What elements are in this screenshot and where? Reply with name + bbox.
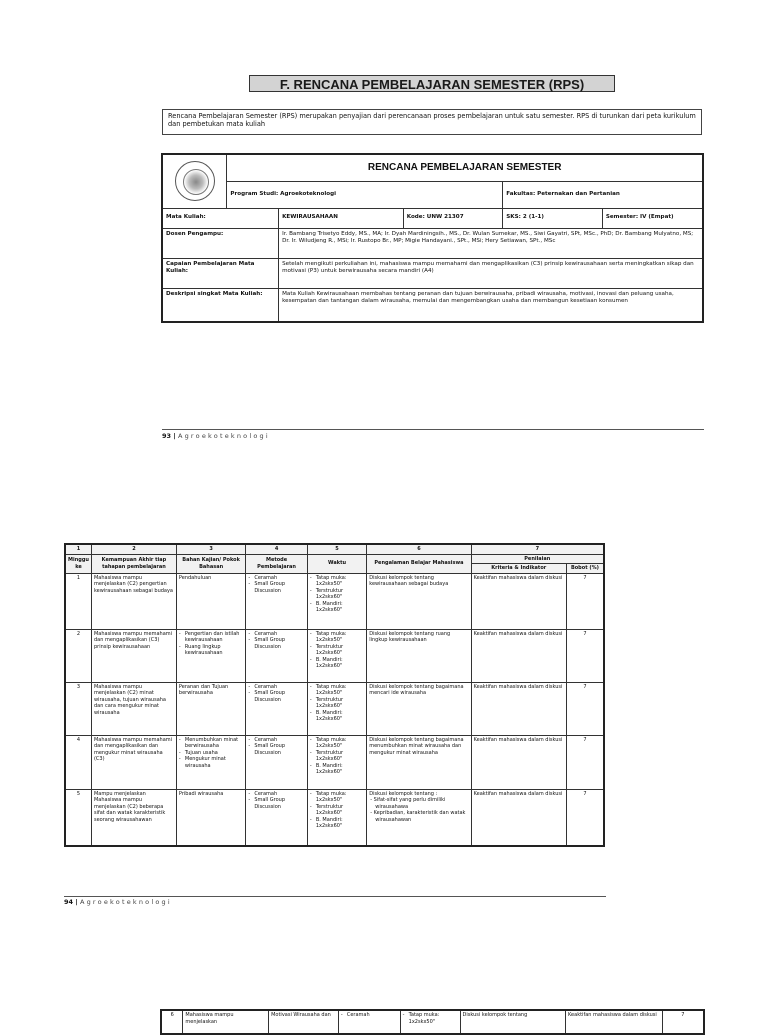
cell-bahan	[176, 629, 245, 682]
footer-label: Agroekoteknologi	[79, 898, 172, 906]
cell-kriteria: Keaktifan mahasiswa dalam diskusi	[566, 1010, 663, 1034]
list-item: - Terstruktur 1x2skx60"	[316, 644, 364, 657]
list-item: - Tatap muka: 1x2skx50"	[316, 631, 364, 644]
list-item: - Tatap muka: 1x2skx50"	[316, 684, 364, 697]
cell-waktu	[307, 789, 366, 846]
list-item: - Tatap muka: 1x2skx50"	[316, 575, 364, 588]
table-row	[65, 573, 604, 629]
list-item: - Ceramah	[254, 791, 305, 798]
cell-bahan: Motivasi Wirausaha dan	[269, 1010, 339, 1034]
list-item: - Terstruktur 1x2skx60"	[316, 750, 364, 763]
header-kriteria: Kriteria & Indikator	[471, 564, 566, 574]
sks: SKS: 2 (1-1)	[503, 208, 603, 228]
footer-divider	[64, 896, 606, 897]
col-number: 2	[91, 544, 176, 554]
fakultas: Fakultas: Peternakan dan Pertanian	[503, 181, 703, 208]
cell-no: 3	[65, 682, 91, 735]
cell-waktu	[307, 573, 366, 629]
cell-kriteria: Keaktifan mahasiswa dalam diskusi	[471, 629, 566, 682]
cell-metode	[246, 629, 308, 682]
cell-bahan: Pribadi wirausaha	[176, 789, 245, 846]
cell-kemampuan: Mahasiswa mampu menjelaskan	[183, 1010, 269, 1034]
page-footer-94	[64, 898, 172, 906]
deskripsi-value: Mata Kuliah Kewirausahaan membahas tentang peranan dan tujuan berwirausaha, pribadi wirausaha, motivasi, inovasi dan peluang usaha, kesempatan dan tantangan dalam wirausaha, memulai dan mengembangkan usaha dan membangun kesetiaan konsumen	[279, 288, 703, 322]
page-number: 93	[162, 432, 172, 440]
cell-pengalaman: Diskusi kelompok tentang	[460, 1010, 566, 1034]
mata-kuliah-value: KEWIRAUSAHAAN	[279, 208, 404, 228]
col-number: 6	[367, 544, 471, 554]
footer-separator: |	[171, 432, 178, 440]
list-item: - B. Mandiri: 1x2skx60"	[316, 817, 364, 830]
list-item: - Small Group Discussion	[254, 637, 305, 650]
pengalaman-text: Diskusi kelompok tentang ruang lingkup kewirausahaan	[369, 630, 451, 643]
list-item: - Terstruktur 1x2skx60"	[316, 588, 364, 601]
cell-kemampuan: Mahasiswa mampu menjelaskan (C2) pengertian kewirausahaan sebagai budaya	[91, 573, 176, 629]
cell-metode	[246, 789, 308, 846]
section-title: F. RENCANA PEMBELAJARAN SEMESTER (RPS)	[249, 75, 615, 92]
list-item: - Tujuan usaha	[185, 750, 243, 757]
pengalaman-text: Diskusi kelompok tentang :	[369, 790, 438, 797]
cell-bobot: 7	[566, 735, 604, 789]
pengalaman-text: Diskusi kelompok tentang bagaimana menumbuhkan minat wirausaha dan mengukur minat wirausaha	[369, 736, 464, 756]
list-item: - B. Mandiri: 1x2skx60"	[316, 601, 364, 614]
cell-bobot: 7	[566, 573, 604, 629]
list-item: - Menumbuhkan minat berwirausaha	[185, 737, 243, 750]
footer-divider	[162, 429, 704, 430]
list-item: - Tatap muka: 1x2skx50"	[316, 791, 364, 804]
footer-separator: |	[73, 898, 80, 906]
capaian-label: Capaian Pembelajaran Mata Kuliah:	[162, 258, 279, 288]
list-item: - Pengertian dan istilah kewirausahaan	[185, 631, 243, 644]
dosen-label: Dosen Pengampu:	[162, 228, 279, 258]
cell-pengalaman	[367, 573, 471, 629]
cell-pengalaman	[367, 682, 471, 735]
cell-metode	[246, 735, 308, 789]
cell-bobot: 7	[566, 682, 604, 735]
cell-no: 4	[65, 735, 91, 789]
cell-pengalaman	[367, 789, 471, 846]
list-item: - Small Group Discussion	[254, 797, 305, 810]
header-metode: Metode Pembelajaran	[246, 554, 308, 573]
pengalaman-point: - Kepribadian, karakteristik dan watak wirausahawan	[370, 810, 466, 823]
cell-bobot: 7	[662, 1010, 704, 1034]
cell-kriteria: Keaktifan mahasiswa dalam diskusi	[471, 573, 566, 629]
page-footer-93	[162, 432, 270, 440]
cell-bahan	[176, 735, 245, 789]
header-waktu: Waktu	[307, 554, 366, 573]
cell-bobot: 7	[566, 629, 604, 682]
list-item: - Small Group Discussion	[254, 690, 305, 703]
cell-no: 5	[65, 789, 91, 846]
cell-kriteria: Keaktifan mahasiswa dalam diskusi	[471, 789, 566, 846]
mata-kuliah-label: Mata Kuliah:	[162, 208, 279, 228]
header-bobot: Bobot (%)	[566, 564, 604, 574]
header-pengalaman: Pengalaman Belajar Mahasiswa	[367, 554, 471, 573]
list-item: - Terstruktur 1x2skx60"	[316, 804, 364, 817]
page-number: 94	[64, 898, 74, 906]
intro-paragraph: Rencana Pembelajaran Semester (RPS) merupakan penyajian dari perencanaan proses pembelajaran untuk satu semester. RPS di turunkan dari peta kurikulum dan pembetukan mata kuliah	[162, 109, 702, 135]
table-row	[65, 789, 604, 846]
cell-pengalaman	[367, 629, 471, 682]
cell-kriteria: Keaktifan mahasiswa dalam diskusi	[471, 682, 566, 735]
list-item: - Ceramah	[254, 575, 305, 582]
table-row	[65, 735, 604, 789]
list-item: - Ruang lingkup kewirausahaan	[185, 644, 243, 657]
list-item: - Ceramah	[347, 1012, 398, 1019]
footer-label: Agroekoteknologi	[177, 432, 270, 440]
dosen-value: Ir. Bambang Trisetyo Eddy, MS., MA; Ir. Dyah Mardiningsih., MS., Dr. Wulan Sumekar, MS., Siwi Gayatri, SPt, MSc., PhD; Dr. Bambang Mulyatno, MS; Dr. Ir. Wiludjeng R., MSi; Ir. Rustopo Br., MP; Migie Handayani., SPt., MSi; Hery Setiawan, SPt., MSc	[279, 228, 703, 258]
table-row	[161, 1010, 704, 1034]
list-item: - B. Mandiri: 1x2skx60"	[316, 763, 364, 776]
header-kemampuan: Kemampuan Akhir tiap tahapan pembelajaran	[91, 554, 176, 573]
list-item: - Tatap muka: 1x2skx50"	[316, 737, 364, 750]
deskripsi-label: Deskripsi singkat Mata Kuliah:	[162, 288, 279, 322]
cell-no: 2	[65, 629, 91, 682]
list-item: - Small Group Discussion	[254, 743, 305, 756]
list-item: - Mengukur minat wirausaha	[185, 756, 243, 769]
list-item: - B. Mandiri: 1x2skx60"	[316, 710, 364, 723]
university-logo-cell	[162, 154, 227, 208]
header-minggu: Minggu ke	[65, 554, 91, 573]
table-row	[65, 682, 604, 735]
cell-bobot: 7	[566, 789, 604, 846]
cell-kemampuan: Mahasiswa mampu memahami dan mengaplikasikan (C3) prinsip kewirausahaan	[91, 629, 176, 682]
col-number: 4	[246, 544, 308, 554]
cell-no: 6	[161, 1010, 183, 1034]
rps-heading: RENCANA PEMBELAJARAN SEMESTER	[227, 154, 703, 181]
cell-kemampuan: Mampu menjelaskan Mahasiswa mampu menjelaskan (C2) beberapa sifat dan watak karakteristik seorang wirausahawan	[91, 789, 176, 846]
cell-pengalaman	[367, 735, 471, 789]
program-studi: Program Studi: Agroekoteknologi	[227, 181, 503, 208]
cell-metode	[246, 682, 308, 735]
rps-header-table	[161, 153, 704, 323]
cell-waktu	[307, 735, 366, 789]
rps-matrix-table	[64, 543, 605, 847]
kode: Kode: UNW 21307	[403, 208, 503, 228]
cell-kemampuan: Mahasiswa mampu menjelaskan (C2) minat wirausaha, tujuan wirausaha dan cara mengukur minat wirausaha	[91, 682, 176, 735]
list-item: - Small Group Discussion	[254, 581, 305, 594]
col-number: 3	[176, 544, 245, 554]
pengalaman-point: - Sifat-sifat yang perlu dimiliki wirausahawa	[370, 797, 446, 810]
pengalaman-text: Diskusi kelompok tentang kewirausahaan sebagai budaya	[369, 574, 449, 587]
cell-no: 1	[65, 573, 91, 629]
pengalaman-text: Diskusi kelompok tentang bagaimana mencari ide wirausaha	[369, 683, 464, 696]
cell-waktu	[307, 682, 366, 735]
cell-kemampuan: Mahasiswa mampu memahami dan mengaplikasikan dan mengukur minat wirausaha (C3)	[91, 735, 176, 789]
cell-bahan: Pendahuluan	[176, 573, 245, 629]
rps-matrix-table-continued	[160, 1009, 705, 1035]
cell-metode	[338, 1010, 400, 1034]
col-number: 7	[471, 544, 604, 554]
list-item: - Ceramah	[254, 631, 305, 638]
cell-waktu	[400, 1010, 460, 1034]
list-item: - Ceramah	[254, 684, 305, 691]
table-row	[65, 629, 604, 682]
cell-kriteria: Keaktifan mahasiswa dalam diskusi	[471, 735, 566, 789]
header-penilaian: Penilaian	[471, 554, 604, 564]
university-seal-icon	[175, 161, 215, 201]
list-item: - Terstruktur 1x2skx60"	[316, 697, 364, 710]
list-item: - Tatap muka: 1x2skx50"	[409, 1012, 458, 1025]
cell-metode	[246, 573, 308, 629]
matrix-body	[65, 573, 604, 846]
cell-bahan: Peranan dan Tujuan berwirausaha	[176, 682, 245, 735]
list-item: - B. Mandiri: 1x2skx60"	[316, 657, 364, 670]
capaian-value: Setelah mengikuti perkuliahan ini, mahasiswa mampu memahami dan mengaplikasikan (C3) prinsip kewirausahaan serta meningkatkan sikap dan motivasi (P3) untuk berwirausaha secara mandiri (A4)	[279, 258, 703, 288]
semester: Semester: IV (Empat)	[602, 208, 703, 228]
header-bahan: Bahan Kajian/ Pokok Bahasan	[176, 554, 245, 573]
col-number: 1	[65, 544, 91, 554]
col-number: 5	[307, 544, 366, 554]
cell-waktu	[307, 629, 366, 682]
list-item: - Ceramah	[254, 737, 305, 744]
